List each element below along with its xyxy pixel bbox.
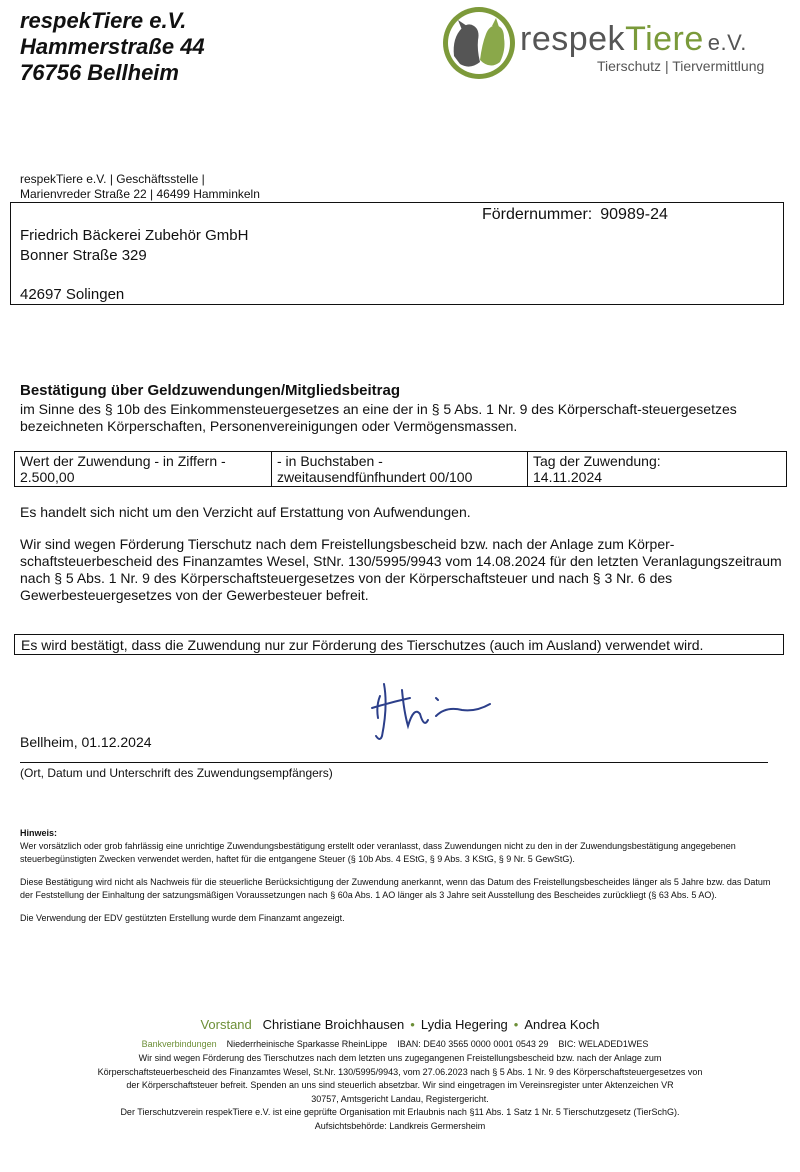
tax-exemption-statement: Wir sind wegen Förderung Tierschutz nach dem Freistellungsbescheid bzw. nach der Anlage zum Körper-schaftsteuerbescheid des Finanzamtes Wesel, StNr. 130/5995/9943 vom 14.08.2024 für den letzten Veranlagungszeitraum nach § 5 Abs. 1 Nr. 9 des Körperschaftsteuergesetzes von der Körperschaftsteuer und nach § 3 Nr. 6 des Gewerbesteuergesetzes von der Gewerbesteuer befreit. bbox=[20, 536, 782, 603]
signature-line bbox=[20, 762, 768, 763]
document-subtitle: im Sinne des § 10b des Einkommensteuergesetzes an eine der in § 5 Abs. 1 Nr. 9 des Körperschaft-steuergesetzes bezeichneten Körperschaften, Personenvereinigungen oder Vermögensmassen. bbox=[20, 401, 737, 434]
bank-line bbox=[0, 1038, 800, 1052]
paw-animals-logo-icon bbox=[440, 4, 518, 82]
document-title: Bestätigung über Geldzuwendungen/Mitgliedsbeitrag bbox=[20, 382, 401, 399]
amount-words-cell bbox=[272, 452, 528, 487]
logo-word-ev: e.V. bbox=[707, 30, 747, 55]
sender-return-address bbox=[20, 172, 540, 203]
recipient-name: Friedrich Bäckerei Zubehör GmbH bbox=[20, 227, 249, 244]
amount-digits-value: 2.500,00 bbox=[20, 469, 75, 485]
recipient-address bbox=[20, 226, 248, 304]
sender-line-2: Marienvreder Straße 22 | 46499 Hamminkeln bbox=[20, 187, 540, 203]
footer-line-2: Körperschaftsteuerbescheid des Finanzamtes Wesel, St.Nr. 130/5995/9943, vom 27.06.2023 nach § 5 Abs. 1 Nr. 9 des Körperschaftsteuergesetzes von bbox=[97, 1066, 703, 1077]
signature-caption: (Ort, Datum und Unterschrift des Zuwendungsempfängers) bbox=[20, 766, 333, 780]
board-line bbox=[0, 1018, 800, 1032]
recipient-street: Bonner Straße 329 bbox=[20, 246, 147, 264]
footer-line-1: Wir sind wegen Förderung des Tierschutzes nach dem letzten uns zugegangenen Freistellungsbescheid bzw. nach der Anlage zum bbox=[138, 1053, 662, 1063]
footer-line-3: der Körperschaftsteuer befreit. Spenden an uns sind steuerlich absetzbar. Wir sind eingetragen im Vereinsregister unter Aktenzeichen VR bbox=[126, 1080, 674, 1090]
recipient-city: 42697 Solingen bbox=[20, 285, 125, 303]
donation-date-cell bbox=[528, 452, 787, 487]
footer-line-4: 30757, Amtsgericht Landau, Registergericht. bbox=[311, 1093, 489, 1104]
org-street: Hammerstraße 44 bbox=[20, 34, 205, 59]
footer-line-6: Aufsichtsbehörde: Landkreis Germersheim bbox=[314, 1120, 486, 1131]
donation-values-table bbox=[14, 451, 787, 487]
donation-date-label: Tag der Zuwendung: bbox=[533, 453, 661, 469]
bank-name: Niederrheinische Sparkasse RheinLippe bbox=[226, 1038, 388, 1049]
legal-notice-p2: Diese Bestätigung wird nicht als Nachweis für die steuerliche Berücksichtigung der Zuwendung anerkannt, wenn das Datum des Freistellungsbescheides länger als 5 Jahre bzw. das Datum der Feststellung der Einhaltung der satzungsmäßigen Voraussetzungen nach § 60a Abs. 1 AO länger als 3 Jahre seit Ausstellung des Bescheides zurückliegt (§ 63 Abs. 5 AO). bbox=[20, 877, 771, 900]
org-name: respekTiere e.V. bbox=[20, 8, 187, 33]
donation-date-value: 14.11.2024 bbox=[533, 469, 603, 485]
amount-words-label: - in Buchstaben - bbox=[277, 453, 383, 469]
legal-notice-title: Hinweis: bbox=[20, 828, 58, 838]
org-logo bbox=[440, 4, 780, 84]
amount-digits-cell bbox=[15, 452, 272, 487]
bullet-icon: • bbox=[513, 1017, 519, 1032]
legal-notice-p3: Die Verwendung der EDV gestützten Erstellung wurde dem Finanzamt angezeigt. bbox=[20, 913, 345, 923]
sender-line-1: respekTiere e.V. | Geschäftsstelle | bbox=[20, 172, 205, 186]
table-row bbox=[15, 452, 787, 487]
org-letterhead bbox=[20, 8, 205, 86]
logo-word-tiere: Tiere bbox=[625, 20, 704, 58]
footer-line-5: Der Tierschutzverein respekTiere e.V. ist eine geprüfte Organisation mit Erlaubnis nach §11 Abs. 1 Satz 1 Nr. 5 Tierschutzgesetz (TierSchG). bbox=[120, 1107, 680, 1117]
bank-bic: BIC: WELADED1WES bbox=[558, 1038, 649, 1049]
legal-notice-p1: Wer vorsätzlich oder grob fahrlässig eine unrichtige Zuwendungsbestätigung erstellt oder veranlasst, dass Zuwendungen nicht zu den in der Zuwendungsbestätigung angegebenen steuerbegünstigten Zwecken verwendet werden, haftet für die entgangene Steuer (§ 10b Abs. 4 EStG, § 9 Abs. 3 KStG, § 9 Nr. 5 GewStG). bbox=[20, 841, 736, 864]
board-label: Vorstand bbox=[200, 1017, 252, 1032]
no-waiver-statement: Es handelt sich nicht um den Verzicht auf Erstattung von Aufwendungen. bbox=[20, 504, 471, 520]
amount-words-value: zweitausendfünfhundert 00/100 bbox=[277, 469, 473, 485]
footer bbox=[0, 1018, 800, 1133]
foerder-value: 90989-24 bbox=[600, 206, 668, 223]
foerder-label: Fördernummer: bbox=[482, 206, 593, 223]
foerder-number bbox=[482, 206, 668, 224]
usage-confirmation-box: Es wird bestätigt, dass die Zuwendung nur zur Förderung des Tierschutzes (auch im Ausland) verwendet wird. bbox=[14, 634, 784, 655]
bullet-icon: • bbox=[410, 1017, 415, 1032]
legal-notice bbox=[20, 827, 780, 935]
logo-wordmark bbox=[520, 20, 747, 59]
handwritten-signature bbox=[366, 676, 496, 746]
logo-word-respek: respek bbox=[520, 20, 626, 58]
bank-label: Bankverbindungen bbox=[141, 1038, 217, 1049]
board-member-3: Andrea Koch bbox=[524, 1017, 600, 1032]
logo-tagline: Tierschutz | Tiervermittlung bbox=[597, 58, 765, 74]
amount-digits-label: Wert der Zuwendung - in Ziffern - bbox=[20, 453, 226, 469]
board-member-1: Christiane Broichhausen bbox=[262, 1017, 405, 1032]
bank-iban: IBAN: DE40 3565 0000 0001 0543 29 bbox=[397, 1038, 549, 1049]
board-member-2: Lydia Hegering bbox=[420, 1017, 508, 1032]
place-date: Bellheim, 01.12.2024 bbox=[20, 734, 152, 750]
org-city: 76756 Bellheim bbox=[20, 60, 179, 85]
